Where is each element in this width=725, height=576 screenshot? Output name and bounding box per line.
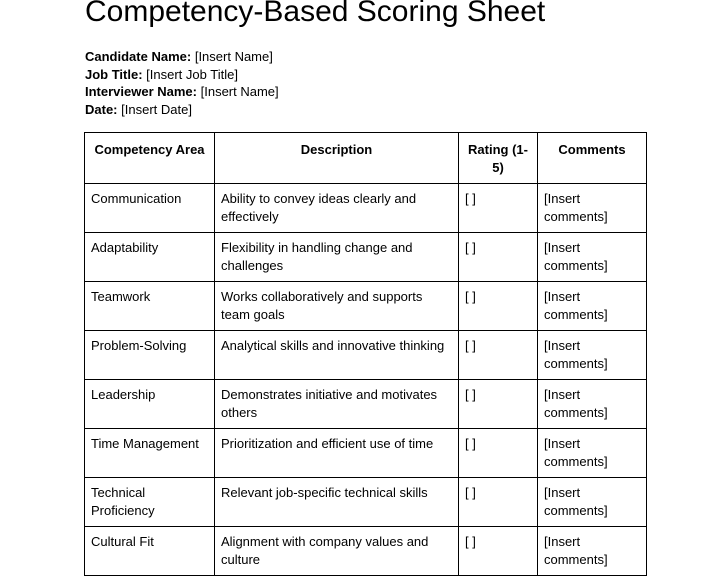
header-competency-area: Competency Area bbox=[85, 133, 215, 184]
header-rating: Rating (1-5) bbox=[459, 133, 538, 184]
competency-area-cell: Adaptability bbox=[85, 233, 215, 282]
job-title-line bbox=[85, 66, 279, 84]
date-value: [Insert Date] bbox=[121, 101, 192, 117]
rating-cell[interactable]: [ ] bbox=[459, 380, 538, 429]
competency-area-cell: Time Management bbox=[85, 429, 215, 478]
comments-cell[interactable]: [Insert comments] bbox=[538, 184, 647, 233]
table-row bbox=[85, 282, 647, 331]
date-label: Date: bbox=[85, 101, 118, 117]
table-header-row bbox=[85, 133, 647, 184]
job-title-value: [Insert Job Title] bbox=[146, 66, 238, 82]
competency-area-cell: Technical Proficiency bbox=[85, 478, 215, 527]
table-row bbox=[85, 233, 647, 282]
comments-cell[interactable]: [Insert comments] bbox=[538, 233, 647, 282]
competency-area-cell: Problem-Solving bbox=[85, 331, 215, 380]
candidate-name-line bbox=[85, 48, 279, 66]
job-title-label: Job Title: bbox=[85, 66, 143, 82]
competency-area-cell: Cultural Fit bbox=[85, 527, 215, 576]
interviewer-name-label: Interviewer Name: bbox=[85, 84, 197, 99]
interviewer-name-line bbox=[85, 83, 279, 101]
rating-cell[interactable]: [ ] bbox=[459, 331, 538, 380]
table-row bbox=[85, 380, 647, 429]
description-cell: Relevant job-specific technical skills bbox=[215, 478, 459, 527]
comments-cell[interactable]: [Insert comments] bbox=[538, 429, 647, 478]
description-cell: Flexibility in handling change and challenges bbox=[215, 233, 459, 282]
table-row bbox=[85, 184, 647, 233]
description-cell: Analytical skills and innovative thinking bbox=[215, 331, 459, 380]
description-cell: Demonstrates initiative and motivates others bbox=[215, 380, 459, 429]
description-cell: Prioritization and efficient use of time bbox=[215, 429, 459, 478]
competency-area-cell: Leadership bbox=[85, 380, 215, 429]
candidate-name-value: [Insert Name] bbox=[194, 49, 273, 64]
candidate-name-label: Candidate Name: bbox=[85, 49, 192, 64]
header-comments: Comments bbox=[538, 133, 647, 184]
date-line bbox=[85, 101, 279, 119]
table-row bbox=[85, 429, 647, 478]
rating-cell[interactable]: [ ] bbox=[459, 233, 538, 282]
rating-cell[interactable]: [ ] bbox=[459, 282, 538, 331]
table-row bbox=[85, 478, 647, 527]
comments-cell[interactable]: [Insert comments] bbox=[538, 380, 647, 429]
rating-cell[interactable]: [ ] bbox=[459, 429, 538, 478]
competency-area-cell: Teamwork bbox=[85, 282, 215, 331]
description-cell: Works collaboratively and supports team goals bbox=[215, 282, 459, 331]
interviewer-name-value: [Insert Name] bbox=[200, 84, 279, 99]
candidate-info bbox=[85, 48, 279, 118]
comments-cell[interactable]: [Insert comments] bbox=[538, 282, 647, 331]
description-cell: Alignment with company values and culture bbox=[215, 527, 459, 576]
rating-cell[interactable]: [ ] bbox=[459, 184, 538, 233]
comments-cell[interactable]: [Insert comments] bbox=[538, 478, 647, 527]
table-row bbox=[85, 331, 647, 380]
description-cell: Ability to convey ideas clearly and effectively bbox=[215, 184, 459, 233]
table-row bbox=[85, 527, 647, 576]
comments-cell[interactable]: [Insert comments] bbox=[538, 527, 647, 576]
header-description: Description bbox=[215, 133, 459, 184]
rating-cell[interactable]: [ ] bbox=[459, 527, 538, 576]
scoring-table bbox=[84, 132, 647, 576]
competency-area-cell: Communication bbox=[85, 184, 215, 233]
page-title: Competency-Based Scoring Sheet bbox=[85, 0, 546, 28]
comments-cell[interactable]: [Insert comments] bbox=[538, 331, 647, 380]
rating-cell[interactable]: [ ] bbox=[459, 478, 538, 527]
